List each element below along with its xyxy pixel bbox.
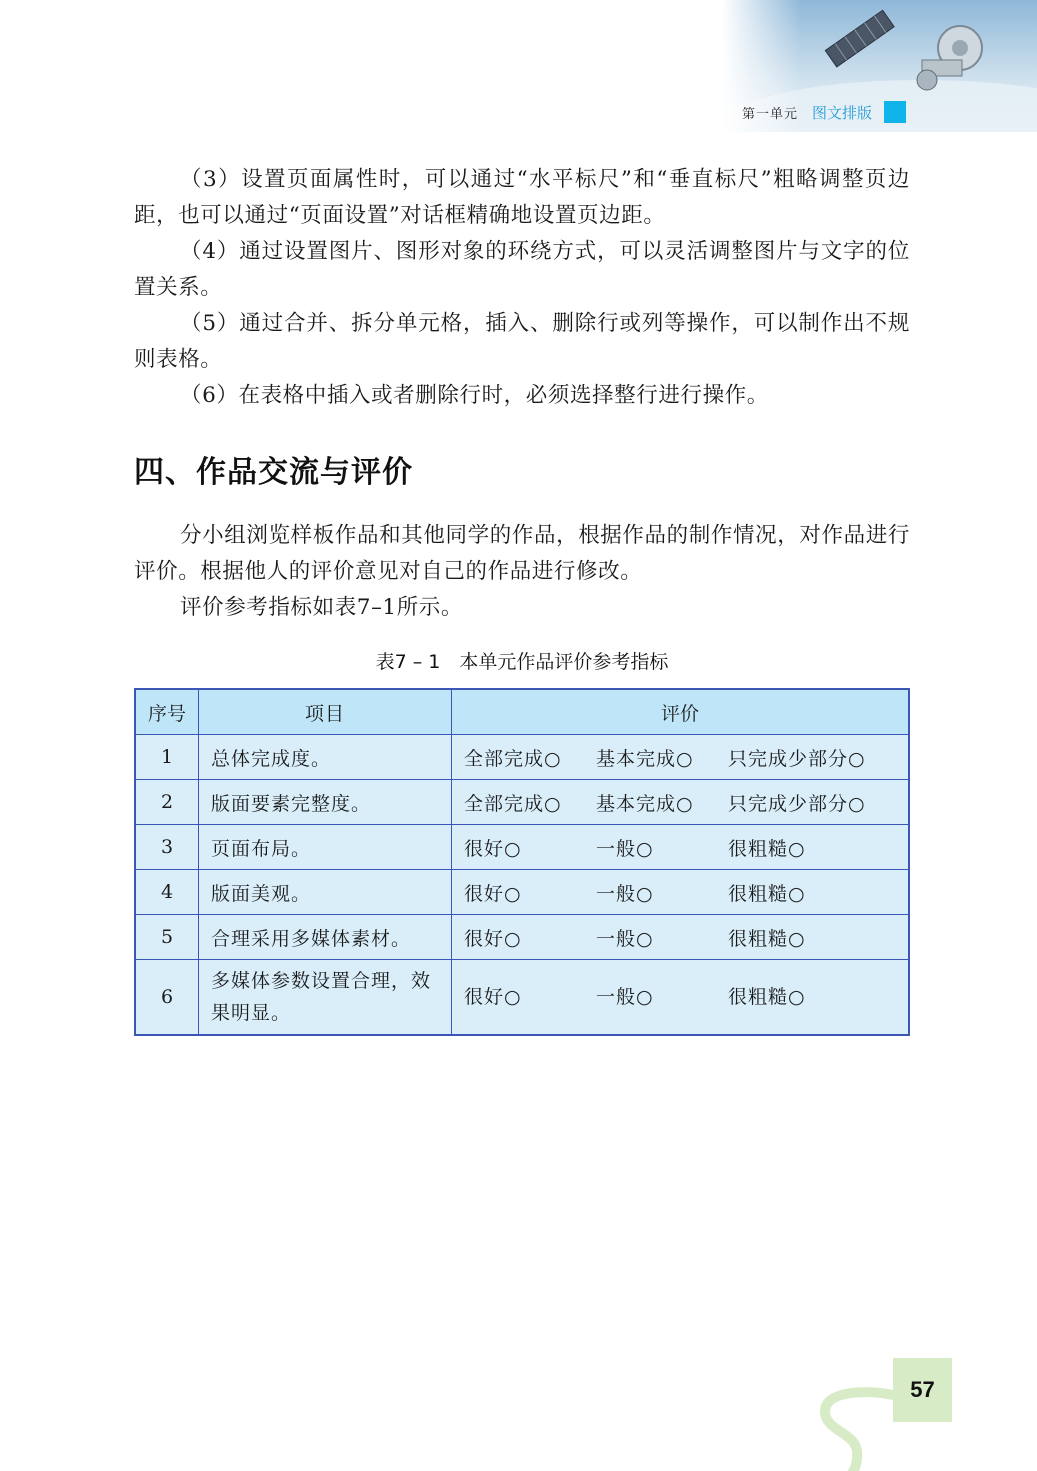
rating-option: 很粗糙○ [728,882,806,905]
paragraph-5: （5）通过合并、拆分单元格，插入、删除行或列等操作，可以制作出不规则表格。 [134,311,910,372]
rating-option: 很好○ [464,927,522,950]
row-no: 4 [135,870,199,915]
running-header [742,101,906,123]
paragraph-3: （3）设置页面属性时，可以通过“水平标尺”和“垂直标尺”粗略调整页边距，也可以通过“页面设置”对话框精确地设置页边距。 [134,167,910,228]
header-accent-square [884,101,906,123]
row-rating [452,960,910,1036]
table-row [135,735,909,780]
rating-option: 很好○ [464,882,522,905]
paragraph-4: （4）通过设置图片、图形对象的环绕方式，可以灵活调整图片与文字的位置关系。 [134,239,910,300]
rating-option: 很粗糙○ [728,837,806,860]
rating-option: 基本完成○ [596,792,694,815]
rating-option: 一般○ [596,927,654,950]
table-row [135,780,909,825]
header-unit: 第一单元 [742,106,799,122]
table-row [135,870,909,915]
table-row [135,825,909,870]
rating-option: 全部完成○ [464,747,562,770]
header-item: 项目 [199,689,452,735]
header-chapter: 图文排版 [812,103,873,122]
row-rating [452,735,910,780]
page-number: 57 [893,1358,952,1422]
row-no: 5 [135,915,199,960]
rating-option: 基本完成○ [596,747,694,770]
rating-option: 很粗糙○ [728,927,806,950]
rating-option: 全部完成○ [464,792,562,815]
row-rating [452,870,910,915]
rating-option: 很好○ [464,837,522,860]
rating-option: 很好○ [464,986,522,1008]
header-rating: 评价 [452,689,910,735]
row-rating [452,915,910,960]
row-item: 版面要素完整度。 [199,780,452,825]
rating-option: 只完成少部分○ [728,792,866,815]
row-no: 3 [135,825,199,870]
row-item: 版面美观。 [199,870,452,915]
rating-option: 只完成少部分○ [728,747,866,770]
row-item: 页面布局。 [199,825,452,870]
section-heading: 四、作品交流与评价 [134,455,413,490]
row-no: 2 [135,780,199,825]
section-table-ref: 评价参考指标如表7–1所示。 [180,595,464,620]
row-no: 1 [135,735,199,780]
table-caption: 表7 – 1 本单元作品评价参考指标 [375,651,669,673]
rating-option: 一般○ [596,882,654,905]
header-no: 序号 [135,689,199,735]
rating-option: 很粗糙○ [728,986,806,1008]
row-item: 多媒体参数设置合理，效果明显。 [199,960,452,1036]
rating-option: 一般○ [596,837,654,860]
table-header-row [135,689,909,735]
table-row [135,915,909,960]
row-item: 总体完成度。 [199,735,452,780]
row-no: 6 [135,960,199,1036]
row-rating [452,780,910,825]
table-row [135,960,909,1036]
rating-option: 一般○ [596,986,654,1008]
row-item: 合理采用多媒体素材。 [199,915,452,960]
evaluation-table [134,688,910,1036]
section-intro: 分小组浏览样板作品和其他同学的作品，根据作品的制作情况，对作品进行评价。根据他人的评价意见对自己的作品进行修改。 [134,523,910,584]
row-rating [452,825,910,870]
paragraph-6: （6）在表格中插入或者删除行时，必须选择整行进行操作。 [180,383,769,408]
